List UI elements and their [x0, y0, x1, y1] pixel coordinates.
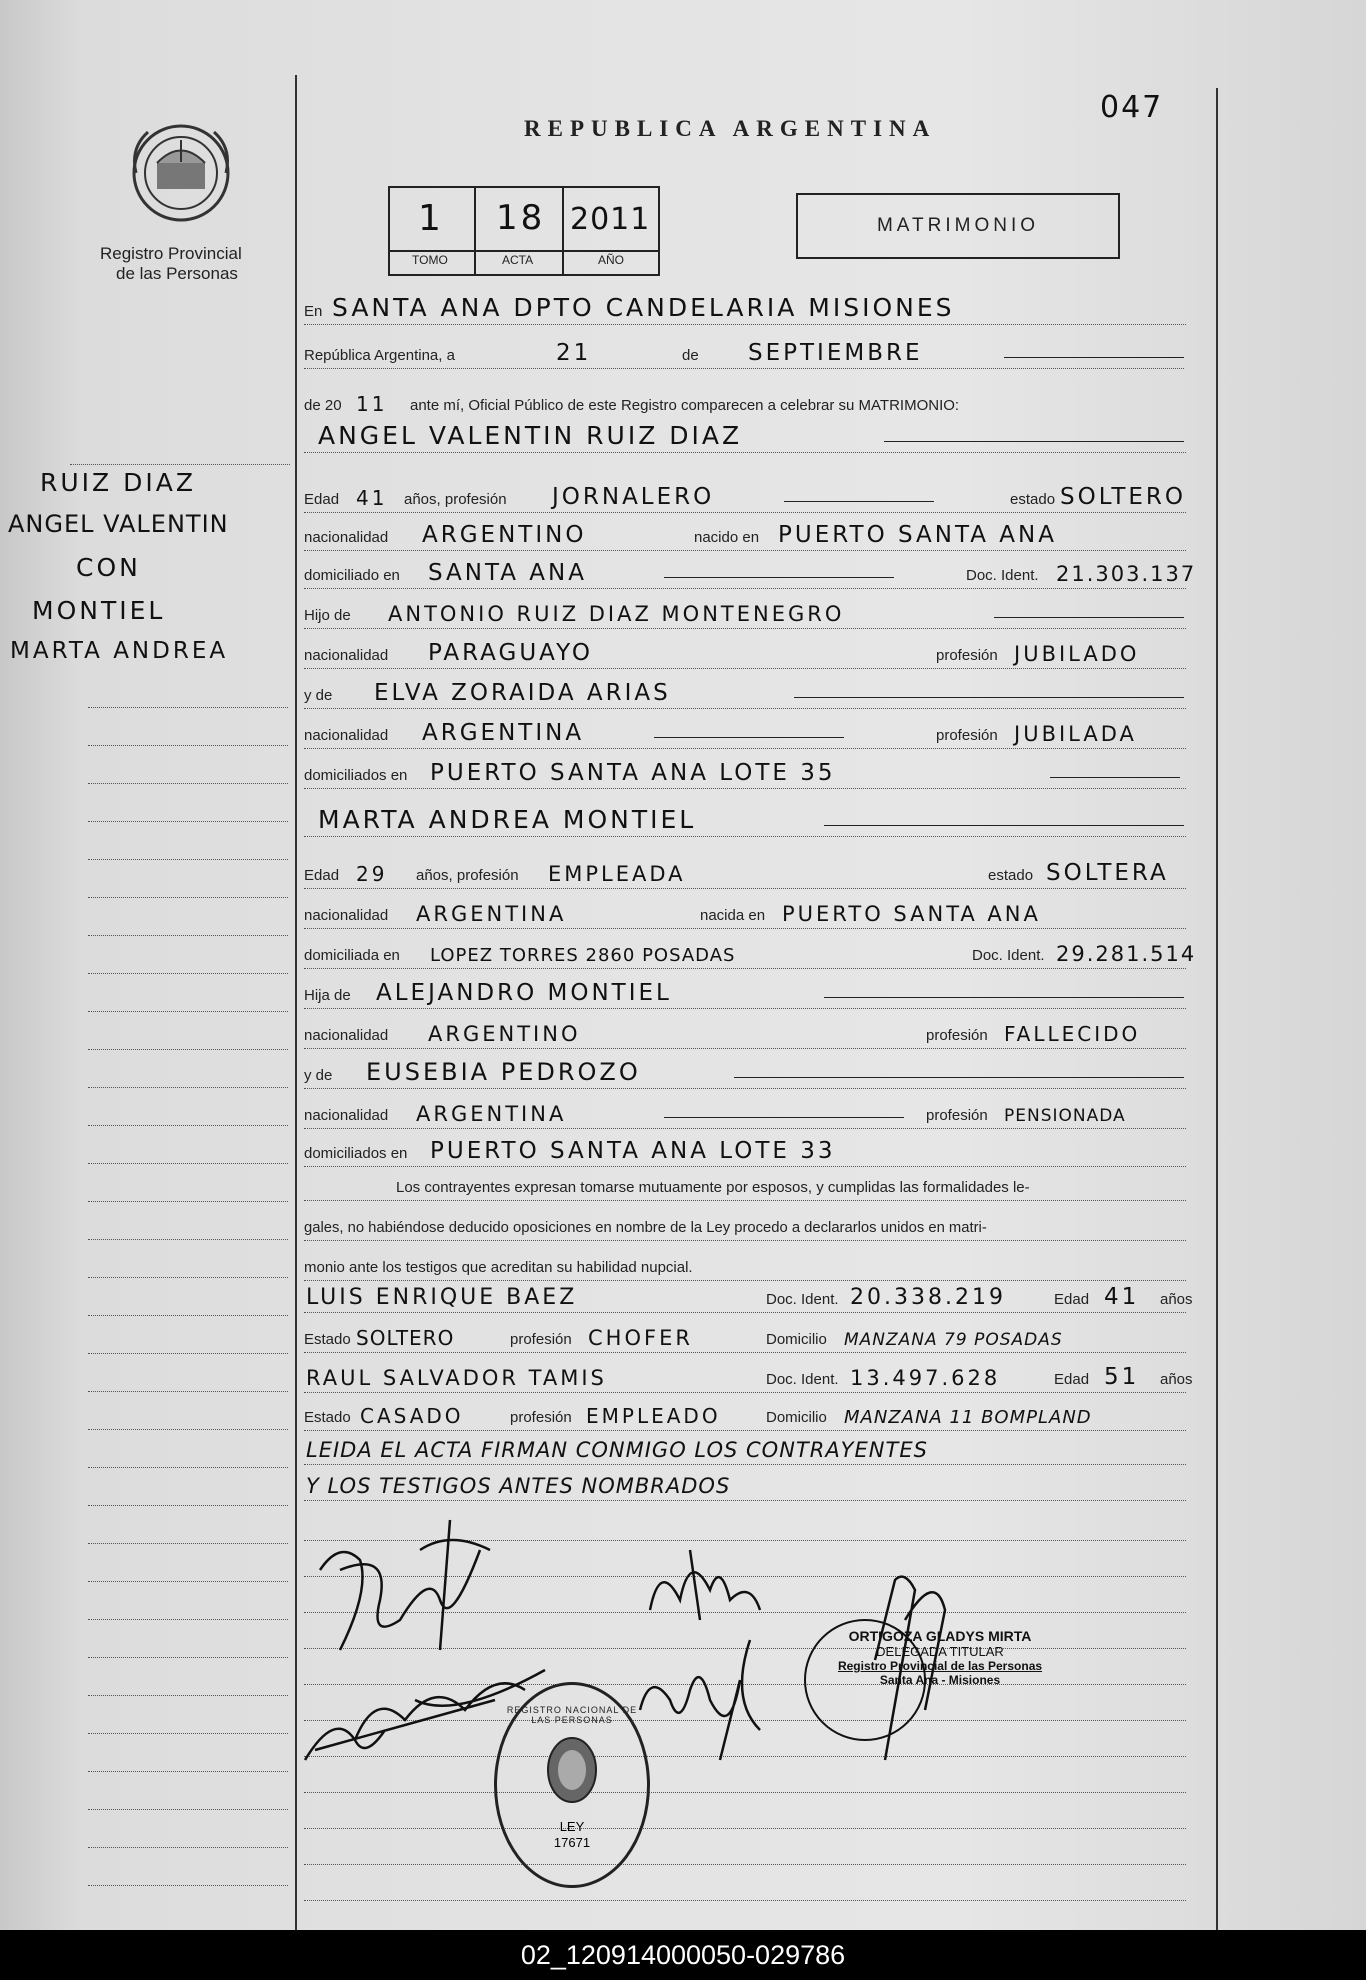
day-value: 21	[556, 340, 592, 366]
witness1-age: 41	[1104, 1284, 1140, 1310]
margin-rule-line	[88, 1884, 288, 1886]
row-bride-father	[304, 976, 1186, 1009]
row-groom-father	[304, 596, 1186, 629]
row-groom-nationality	[304, 518, 1186, 551]
groom-birthplace: PUERTO SANTA ANA	[778, 522, 1057, 548]
page-number: 047	[1100, 90, 1164, 125]
margin-rule-line	[88, 1314, 288, 1316]
anios-label: años	[1160, 1371, 1193, 1388]
groom-mother: ELVA ZORAIDA ARIAS	[374, 680, 671, 706]
margin-rule-line	[88, 1428, 288, 1430]
nacionalidad-label: nacionalidad	[304, 1107, 389, 1124]
mother-nationality: ARGENTINA	[422, 720, 585, 746]
national-seal	[494, 1682, 650, 1888]
anios-label: años	[1160, 1291, 1193, 1308]
profesion-label: profesión	[510, 1409, 572, 1426]
row-bride-nationality	[304, 896, 1186, 929]
tomo-label: TOMO	[412, 253, 448, 267]
bride-father: ALEJANDRO MONTIEL	[376, 980, 672, 1006]
intro-text: ante mí, Oficial Público de este Registro comparecen a celebrar su MATRIMONIO:	[410, 397, 960, 414]
father-nationality: PARAGUAYO	[428, 640, 594, 666]
row-witness2-detail	[304, 1398, 1186, 1431]
acta-label: ACTA	[502, 253, 534, 267]
signature-bride	[640, 1540, 770, 1630]
nacionalidad-label: nacionalidad	[304, 529, 389, 546]
row-declaration-3	[304, 1248, 1186, 1281]
mother-label: y de	[304, 687, 333, 704]
bride-birthplace: PUERTO SANTA ANA	[782, 902, 1041, 926]
groom-name: ANGEL VALENTIN RUIZ DIAZ	[318, 421, 743, 450]
margin-rule-line	[88, 1732, 288, 1734]
profesion-label: profesión	[510, 1331, 572, 1348]
edad-label: Edad	[1054, 1291, 1090, 1308]
witness2-civil-status: CASADO	[360, 1404, 464, 1428]
blank-rule-line	[304, 1868, 1186, 1901]
row-declaration-1	[304, 1168, 1186, 1201]
margin-rule-line	[88, 934, 288, 936]
margin-rule-line	[88, 1276, 288, 1278]
bride-doc: 29.281.514	[1056, 942, 1197, 966]
misiones-seal-icon	[130, 118, 232, 228]
bride-mother-nationality: ARGENTINA	[416, 1102, 567, 1126]
nacionalidad-label: nacionalidad	[304, 907, 389, 924]
closing-line-2: Y LOS TESTIGOS ANTES NOMBRADOS	[306, 1474, 731, 1498]
parents-domicile: PUERTO SANTA ANA LOTE 35	[430, 760, 836, 786]
blank-rule-line	[304, 1832, 1186, 1865]
domicilio-label: Domicilio	[766, 1409, 827, 1426]
doc-label: Doc. Ident.	[966, 567, 1039, 584]
declaration-line-3: monio ante los testigos que acreditan su habilidad nupcial.	[304, 1259, 693, 1276]
bride-domicile: LOPEZ TORRES 2860 POSADAS	[430, 945, 736, 966]
nacionalidad-label: nacionalidad	[304, 647, 389, 664]
row-bride-father-nat	[304, 1016, 1186, 1049]
document-id: 02_120914000050-029786	[520, 1940, 846, 1970]
witness2-domicile: MANZANA 11 BOMPLAND	[844, 1407, 1092, 1428]
margin-rule-line	[88, 1124, 288, 1126]
bride-father-nationality: ARGENTINO	[428, 1022, 581, 1046]
row-bride-domicile	[304, 936, 1197, 969]
margin-rule-line	[88, 1808, 288, 1810]
margin-note-line-4: MONTIEL	[32, 596, 166, 625]
margin-note-line-3: CON	[76, 553, 141, 582]
mother-label: y de	[304, 1067, 333, 1084]
row-witness2-name	[304, 1360, 1193, 1393]
row-bride-mother	[304, 1056, 1186, 1089]
domiciliados-label: domiciliados en	[304, 767, 408, 784]
doc-label: Doc. Ident.	[766, 1291, 839, 1308]
estado-label: estado	[988, 867, 1034, 884]
estado-label: Estado	[304, 1331, 351, 1348]
record-type-box	[796, 193, 1120, 259]
witness1-domicile: MANZANA 79 POSADAS	[844, 1330, 1063, 1350]
profesion-label: profesión	[936, 727, 998, 744]
anio-label: AÑO	[598, 253, 625, 267]
margin-rule-line	[88, 706, 288, 708]
seal-law: LEY	[559, 1819, 585, 1834]
year-suffix: 11	[356, 392, 388, 416]
father-label: Hija de	[304, 987, 351, 1004]
row-groom-mother-nat	[304, 716, 1186, 749]
official-name: ORTIGOZA GLADYS MIRTA	[848, 1628, 1032, 1644]
row-declaration-2	[304, 1208, 1186, 1241]
bride-civil-status: SOLTERA	[1046, 860, 1169, 886]
witness1-name: LUIS ENRIQUE BAEZ	[306, 1285, 578, 1310]
margin-rule-line	[88, 1542, 288, 1544]
margin-rule-line	[88, 1010, 288, 1012]
profesion-label: profesión	[926, 1027, 988, 1044]
domiciliados-label: domiciliados en	[304, 1145, 408, 1162]
margin-rule-line	[88, 1504, 288, 1506]
edad-label: Edad	[304, 867, 340, 884]
bride-profession: EMPLEADA	[548, 862, 686, 886]
doc-label: Doc. Ident.	[972, 947, 1045, 964]
father-label: Hijo de	[304, 607, 351, 624]
nacido-label: nacido en	[694, 529, 760, 546]
row-bride-age	[304, 856, 1186, 889]
edad-label: Edad	[304, 491, 340, 508]
margin-rule-line	[88, 1618, 288, 1620]
seal-law-number: 17671	[553, 1835, 591, 1850]
domicilio-label: domiciliado en	[304, 567, 400, 584]
margin-rule-line	[88, 820, 288, 822]
row-witness1-name	[304, 1280, 1193, 1313]
bride-name: MARTA ANDREA MONTIEL	[318, 805, 697, 834]
groom-profession: JORNALERO	[552, 484, 715, 510]
bride-parents-domicile: PUERTO SANTA ANA LOTE 33	[430, 1138, 836, 1164]
row-date	[304, 336, 1184, 369]
doc-label: Doc. Ident.	[766, 1371, 839, 1388]
margin-rule-line	[88, 1352, 288, 1354]
margin-rule-line	[88, 1770, 288, 1772]
profesion-label: años, profesión	[404, 491, 507, 508]
margin-rule-line	[88, 1390, 288, 1392]
row-bride-name	[304, 804, 1186, 837]
bride-father-profession: FALLECIDO	[1004, 1022, 1141, 1046]
groom-nationality: ARGENTINO	[422, 522, 587, 548]
bride-nationality: ARGENTINA	[416, 902, 567, 926]
closing-line-1: LEIDA EL ACTA FIRMAN CONMIGO LOS CONTRAYENTES	[306, 1438, 928, 1462]
official-stamp	[820, 1628, 1060, 1687]
witness1-civil-status: SOLTERO	[356, 1326, 455, 1350]
witness2-age: 51	[1104, 1364, 1140, 1390]
record-type: MATRIMONIO	[876, 215, 1040, 236]
witness2-doc: 13.497.628	[850, 1366, 1001, 1390]
margin-rule-line	[88, 1048, 288, 1050]
registry-line-1: Registro Provincial	[100, 244, 242, 263]
estado-label: estado	[1010, 491, 1056, 508]
row-groom-father-nat	[304, 636, 1186, 669]
official-registry: Registro Provincial de las Personas	[837, 1659, 1043, 1673]
row-closing-1	[304, 1432, 1186, 1465]
groom-father: ANTONIO RUIZ DIAZ MONTENEGRO	[388, 602, 845, 626]
margin-rule-line	[88, 1694, 288, 1696]
domicilio-label: domiciliada en	[304, 947, 400, 964]
row-groom-parents-dom	[304, 756, 1186, 789]
profesion-label: profesión	[926, 1107, 988, 1124]
margin-rule-line	[88, 1238, 288, 1240]
republica-label: República Argentina, a	[304, 347, 455, 364]
row-intro	[304, 386, 1186, 418]
margin-rule-line	[88, 1656, 288, 1658]
month-value: SEPTIEMBRE	[748, 340, 923, 366]
margin-rule-line	[88, 972, 288, 974]
groom-age: 41	[356, 486, 388, 510]
margin-note-line-1: RUIZ DIAZ	[40, 468, 196, 497]
margin-rule-line	[88, 1200, 288, 1202]
margin-rule-line	[88, 858, 288, 860]
signature-witness2	[630, 1620, 780, 1770]
en-label: En	[304, 303, 323, 320]
place-value: SANTA ANA DPTO CANDELARIA MISIONES	[332, 293, 955, 322]
bride-age: 29	[356, 862, 388, 886]
estado-label: Estado	[304, 1409, 351, 1426]
blank-rule-line	[304, 1796, 1186, 1829]
margin-rule-line	[88, 1846, 288, 1848]
row-place	[304, 292, 1186, 325]
witness2-profession: EMPLEADO	[586, 1404, 721, 1428]
row-bride-parents-dom	[304, 1134, 1186, 1167]
witness1-doc: 20.338.219	[850, 1285, 1006, 1310]
official-location: Santa Ana - Misiones	[879, 1673, 1001, 1687]
nacida-label: nacida en	[700, 907, 766, 924]
margin-note-line-5: MARTA ANDREA	[10, 638, 229, 664]
bride-mother-profession: PENSIONADA	[1004, 1106, 1126, 1126]
margin-rule-line	[88, 1162, 288, 1164]
right-margin-line	[1216, 88, 1218, 1930]
declaration-line-1: Los contrayentes expresan tomarse mutuamente por esposos, y cumplidas las formalidades le-	[396, 1179, 1030, 1196]
groom-domicile: SANTA ANA	[428, 560, 587, 586]
profesion-label: años, profesión	[416, 867, 519, 884]
record-number-box	[388, 186, 660, 276]
groom-civil-status: SOLTERO	[1060, 484, 1187, 510]
row-groom-age	[304, 480, 1186, 513]
official-title: DELEGADA TITULAR	[876, 1644, 1004, 1659]
row-groom-name	[304, 420, 1186, 453]
mother-profession: JUBILADA	[1014, 722, 1137, 746]
bride-mother: EUSEBIA PEDROZO	[366, 1058, 641, 1086]
national-seal-emblem-icon	[545, 1735, 599, 1805]
row-groom-domicile	[304, 556, 1197, 589]
declaration-line-2: gales, no habiéndose deducido oposiciones en nombre de la Ley procedo a declararlos unidos en matri-	[304, 1220, 987, 1236]
acta-value: 18	[496, 198, 546, 238]
groom-doc: 21.303.137	[1056, 562, 1197, 586]
edad-label: Edad	[1054, 1371, 1090, 1388]
anio-value: 2011	[570, 202, 651, 237]
signature-groom	[300, 1510, 500, 1660]
seal-circular-text: REGISTRO NACIONAL DE LAS PERSONAS	[506, 1705, 638, 1725]
nacionalidad-label: nacionalidad	[304, 727, 389, 744]
domicilio-label: Domicilio	[766, 1331, 827, 1348]
row-groom-mother	[304, 676, 1186, 709]
margin-rule-line	[88, 896, 288, 898]
document-id-bar	[0, 1930, 1366, 1980]
de-label: de	[682, 347, 699, 364]
row-bride-mother-nat	[304, 1096, 1186, 1129]
margin-top-rule	[70, 463, 290, 465]
tomo-value: 1	[418, 198, 444, 239]
witness1-profession: CHOFER	[588, 1326, 693, 1350]
year-prefix: de 20	[304, 397, 342, 414]
father-profession: JUBILADO	[1014, 642, 1140, 666]
country-title: REPUBLICA ARGENTINA	[524, 116, 937, 141]
row-witness1-detail	[304, 1320, 1186, 1353]
nacionalidad-label: nacionalidad	[304, 1027, 389, 1044]
margin-rule-line	[88, 782, 288, 784]
witness2-name: RAUL SALVADOR TAMIS	[306, 1366, 607, 1390]
margin-rule-line	[88, 1466, 288, 1468]
registry-line-2: de las Personas	[116, 264, 238, 283]
margin-note-line-2: ANGEL VALENTIN	[8, 510, 229, 538]
row-closing-2	[304, 1468, 1186, 1501]
margin-rule-line	[88, 744, 288, 746]
profesion-label: profesión	[936, 647, 998, 664]
margin-rule-line	[88, 1086, 288, 1088]
margin-rule-line	[88, 1580, 288, 1582]
